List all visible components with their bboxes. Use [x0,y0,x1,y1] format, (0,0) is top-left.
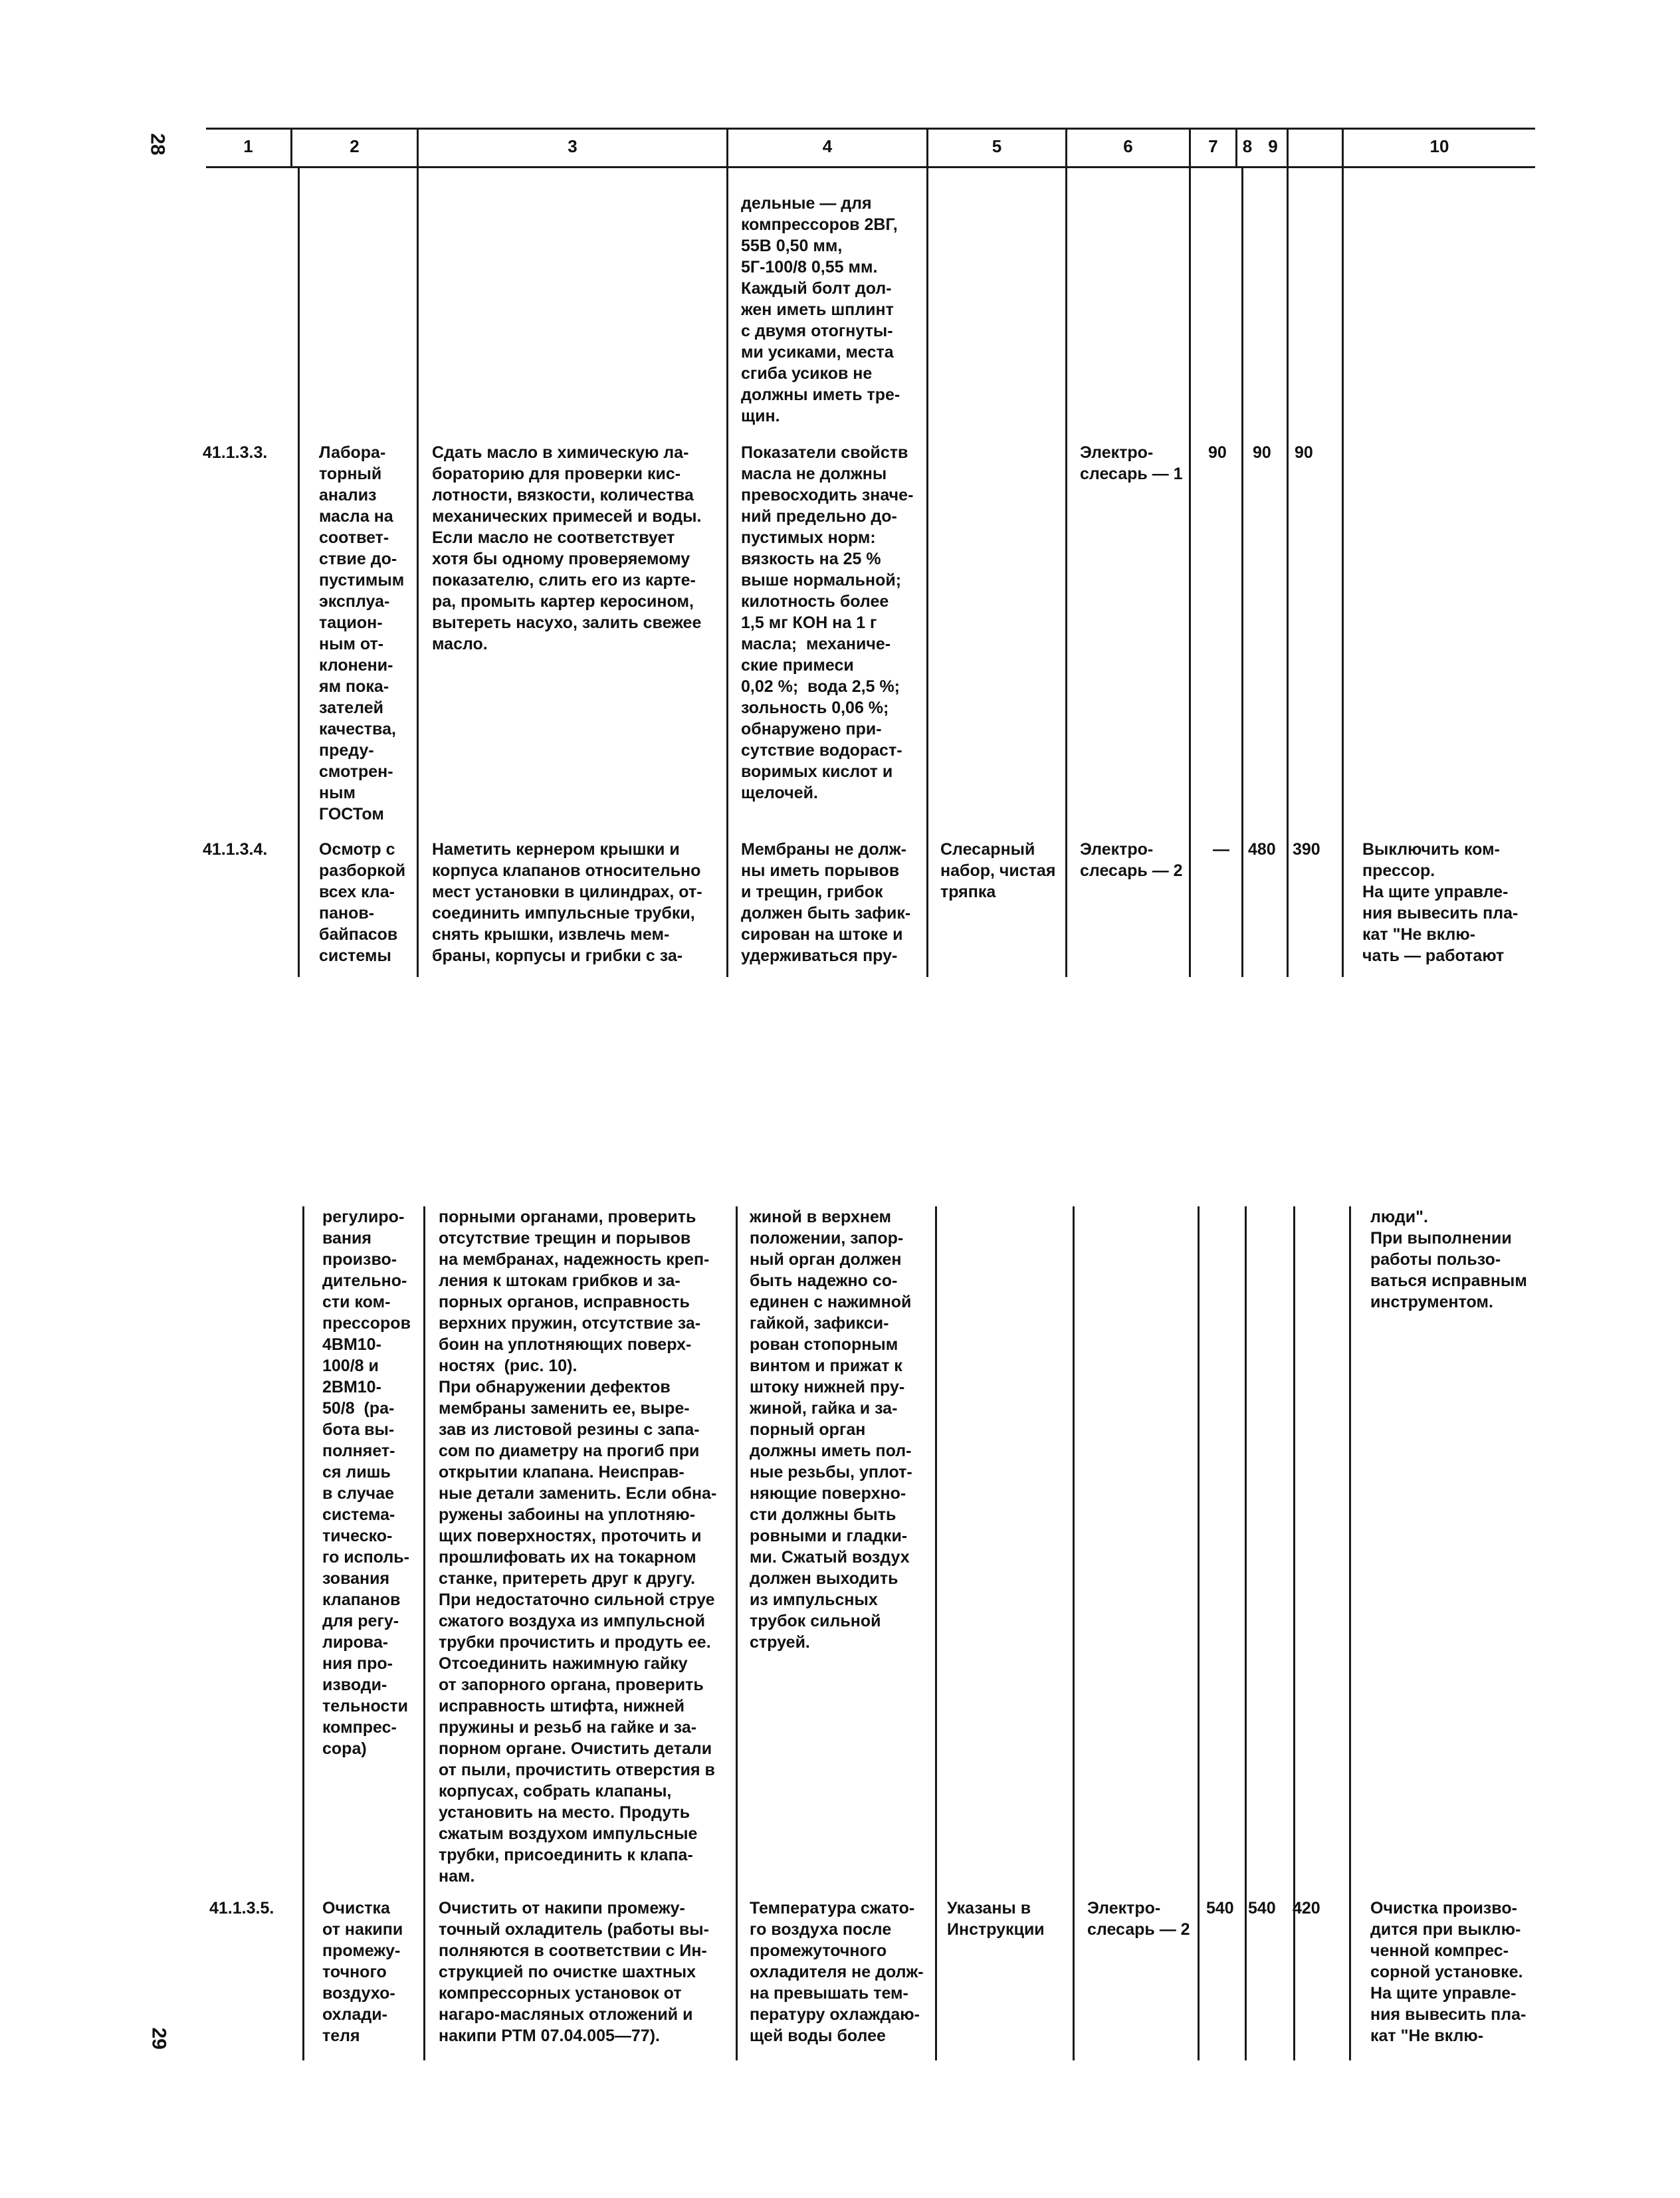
row-41134-note: Выключить ком- прессор. На щите управле- ния вывесить пла- кат "Не вклю- чать — работают [1362,840,1519,965]
col-line [1065,167,1067,977]
header-col-5: 5 [992,136,1002,156]
header-col-8: 8 [1242,136,1253,156]
header-col-10: 10 [1429,136,1449,156]
col-line [726,167,728,977]
row-41134-worker: Электро- слесарь — 2 [1080,840,1183,880]
row-41135-tools: Указаны в Инструкции [947,1899,1045,1939]
col-line [1245,1206,1247,2060]
row-41135-work: Очистить от накипи промежу- точный охладитель (работы вы- полняются в соответствии с Ин- струкцией по очистке шахтных компрессорных установок от нагаро-масляных отложений и накипи РТМ 07.04.005—77). [439,1899,709,2045]
row-41135-col8: 540 [1248,1899,1276,1918]
row-41133-col8: 90 [1253,443,1271,462]
col-line [926,167,928,977]
row-41134-col9: 390 [1293,840,1320,859]
row-41134-work: Наметить кернером крышки и корпуса клапанов относительно мест установки в цилиндрах, от- соединить импульсные трубки, снять крышки, извлечь мем- браны, корпусы и грибки с за- [432,840,702,965]
col-line [302,1206,304,2060]
row-41133-col9: 90 [1295,443,1313,462]
col-line [1241,167,1243,977]
row-41135-col7: 540 [1206,1899,1234,1918]
page-number-bottom: 29 [148,2027,170,2050]
header-col-9: 9 [1268,136,1278,156]
row-41134-requirements: Мембраны не долж- ны иметь порывов и трещин, грибок должен быть зафик- сирован на штоке и удерживаться пру- [741,840,911,965]
header-col-7: 7 [1208,136,1218,156]
row-41134-name: Осмотр с разборкой всех кла- панов- байпасов системы [319,840,406,965]
row-41134-cont-note: люди". При выполнении работы пользо- ваться исправным инструментом. [1370,1208,1527,1311]
header-bottom-rule [206,166,1535,168]
header-col-1: 1 [243,136,253,156]
continuation-requirements: дельные — для компрессоров 2ВГ, 55В 0,50 мм, 5Г-100/8 0,55 мм. Каждый болт дол- жен иметь шплинт с двумя отогнуты- ми усиками, места сгиба усиков не должны иметь тре- щин. [741,194,900,425]
col-line [417,167,419,977]
row-41134-cont-work: порными органами, проверить отсутствие трещин и порывов на мембранах, надежность креп- ления к штокам грибков и за- порных органов, исправность верхних пружин, отсутствие за- боин на уплотняющих поверх- ностях (рис. 10). При обнаружении дефектов мембраны заменить ее, выре- зав из листовой резины с запа- сом по диаметру на прогиб при открытии клапана. Неисправ- ные детали заменить. Если обна- ружены забоины на уплотняю- щих поверхностях, проточить и прошлифовать их на токарном станке, притереть друг к другу. При недостаточно сильной струе сжатого воздуха из импульсной трубки прочистить и продуть ее. Отсоединить нажимную гайку от запорного органа, проверить исправность штифта, нижней пружины и резьб на гайке и за- порном органе. Очистить детали от пыли, прочистить отверстия в корпусах, собрать клапаны, установить на место. Продуть сжатым воздухом импульсные трубки, присоединить к клапа- нам. [439,1208,717,1886]
row-41133-requirements: Показатели свойств масла не должны превосходить значе- ний предельно до- пустимых норм: вязкость на 25 % выше нормальной; килотность более 1,5 мг КОН на 1 г масла; механиче- ские примеси 0,02 %; вода 2,5 %; зольность 0,06 %; обнаружено при- сутствие водораст- воримых кислот и щелочей. [741,443,914,802]
col-line [1073,1206,1075,2060]
col-line [1293,1206,1295,2060]
header-col-4: 4 [822,136,833,156]
col-line [935,1206,937,2060]
row-41133-work: Сдать масло в химическую ла- бораторию для проверки кис- лотности, вязкости, количества механических примесей и воды. Если масло не соответствует хотя бы одному проверяемому показателю, слить его из карте- ра, промыть картер керосином, вытереть насухо, залить свежее масло. [432,443,702,653]
row-41134-col8: 480 [1248,840,1276,859]
col-line [423,1206,425,2060]
row-41134-number: 41.1.3.4. [203,840,268,859]
row-41135-note: Очистка произво- дится при выклю- ченной компрес- сорной установке. На щите управле- ния вывесить пла- кат "Не вклю- [1370,1899,1526,2045]
row-41135-requirements: Температура сжато- го воздуха после промежуточного охладителя не долж- на превышать тем- пературу охлаждаю- щей воды более [750,1899,924,2045]
col-line [1342,167,1344,977]
header-top-rule [206,128,1535,130]
row-41133-worker: Электро- слесарь — 1 [1080,443,1183,483]
row-41135-worker: Электро- слесарь — 2 [1087,1899,1190,1939]
row-41134-cont-requirements: жиной в верхнем положении, запор- ный орган должен быть надежно со- единен с нажимной гайкой, зафикси- рован стопорным винтом и прижат к штоку нижней пру- жиной, гайка и за- порный орган должны иметь пол- ные резьбы, уплот- няющие поверхно- сти должны быть ровными и гладки- ми. Сжатый воздух должен выходить из импульсных трубок сильной струей. [750,1208,912,1652]
col-line [1189,167,1191,977]
col-line [1287,167,1289,977]
row-41134-tools: Слесарный набор, чистая тряпка [940,840,1056,901]
row-41134-col7: — [1213,840,1229,859]
header-col-6: 6 [1123,136,1133,156]
header-col-2: 2 [350,136,360,156]
col-line [298,167,300,977]
col-line [1349,1206,1351,2060]
header-col-3: 3 [568,136,578,156]
row-41133-number: 41.1.3.3. [203,443,268,462]
col-line [736,1206,738,2060]
col-line [1198,1206,1200,2060]
page-number-top: 28 [146,133,169,156]
row-41133-col7: 90 [1208,443,1227,462]
row-41133-name: Лабора- торный анализ масла на соответ- ствие до- пустимым эксплуа- тацион- ным от- клонени- ям пока- зателей качества, преду- смотрен- ным ГОСТом [319,443,405,824]
row-41134-cont-name: регулиро- вания произво- дительно- сти ком- прессоров 4ВМ10- 100/8 и 2ВМ10- 50/8 (ра- бота вы- полняет- ся лишь в случае система- тическо- го исполь- зования клапанов для регу- лирова- ния про- изводи- тельности компрес- сора) [322,1208,411,1758]
header-sep [1287,128,1289,167]
row-41135-name: Очистка от накипи промежу- точного воздухо- охлади- теля [322,1899,403,2045]
row-41135-col9: 420 [1293,1899,1320,1918]
row-41135-number: 41.1.3.5. [209,1899,274,1918]
